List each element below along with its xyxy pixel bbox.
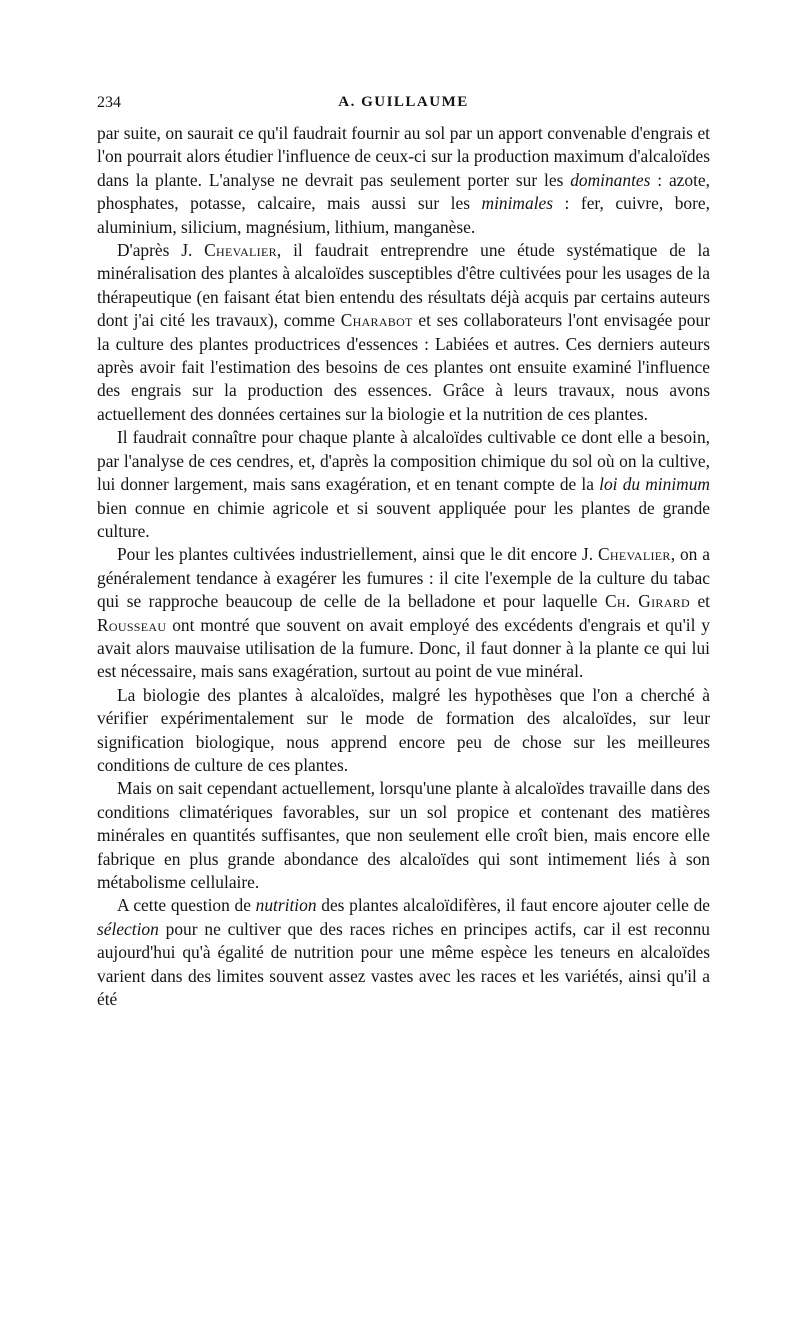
author-name: Charabot: [340, 310, 413, 331]
text-run: ont montré que souvent on avait employé des excédents d'engrais et qu'il y avait alors mauvaise utilisation de la fumure. Donc, il faut donner à la plante ce qui lui est nécessaire, mais sans exagération, surtout au point de vue minéral.: [97, 614, 710, 682]
italic-term: sélection: [97, 918, 159, 939]
text-run: D'après J.: [117, 240, 205, 261]
paragraph: [97, 684, 710, 778]
body-text: [97, 122, 710, 1011]
text-run: bien connue en chimie agricole et si souvent appliquée pour les plantes de grande culture.: [97, 497, 710, 541]
text-run: et: [689, 591, 710, 612]
text-run: A cette question de: [117, 895, 256, 916]
text-run: , il faudrait entreprendre une étude systématique de la minéralisation des plantes à alcaloïdes susceptibles d'être cultivées pour les usages de la thérapeutique (en faisant état bien entendu des résultats déjà acquis par certains auteurs dont j'ai cité les travaux), comme: [97, 240, 710, 331]
text-run: Mais on sait cependant actuellement, lorsqu'une plante à alcaloïdes travaille dans des conditions climatériques favorables, sur un sol propice et contenant des matières minérales en quantités suffisantes, que non seulement elle croît bien, mais encore elle fabrique en plus grande abondance des alcaloïdes qui sont intimement liés à son métabolisme cellulaire.: [97, 778, 710, 892]
text-run: Pour les plantes cultivées industriellement, ainsi que le dit encore J.: [117, 544, 598, 565]
text-run: : fer, cuivre, bore, aluminium, silicium, magnésium, lithium, manganèse.: [97, 193, 710, 237]
text-run: , on a généralement tendance à exagérer les fumures : il cite l'exemple de la culture du tabac qui se rapproche beaucoup de celle de la belladone et pour laquelle: [97, 544, 711, 612]
italic-term: minimales: [481, 193, 554, 214]
text-run: des plantes alcaloïdifères, il faut encore ajouter celle de: [316, 895, 710, 916]
italic-term: dominantes: [570, 169, 651, 190]
paragraph: [97, 543, 710, 683]
running-title: A. GUILLAUME: [338, 94, 469, 110]
text-run: par suite, on saurait ce qu'il faudrait fournir au sol par un apport convenable d'engrais et l'on pourrait alors étudier l'influence de ceux-ci sur la production maximum d'alcaloïdes dans la plante. L'analyse ne devrait pas seulement porter sur les: [97, 123, 710, 190]
italic-term: loi du minimum: [599, 474, 710, 495]
paragraph: [97, 122, 710, 239]
running-head: [97, 94, 710, 116]
paragraph: [97, 894, 710, 1011]
paragraph: [97, 777, 710, 894]
paragraph: [97, 239, 710, 426]
paragraph: [97, 426, 710, 543]
text-run: : azote, phosphates, potasse, calcaire, mais aussi sur les: [97, 169, 710, 214]
author-name: Chevalier: [204, 240, 277, 261]
author-name: Rousseau: [97, 614, 167, 635]
text-run: Il faudrait connaître pour chaque plante à alcaloïdes cultivable ce dont elle a besoin, par l'analyse de ces cendres, et, d'après la composition chimique du sol où on la cultive, lui donner largement, mais sans exagération, et en tenant compte de la: [97, 427, 710, 495]
page-number: 234: [97, 94, 121, 111]
author-name: Ch. Girard: [604, 591, 690, 612]
author-name: Chevalier: [597, 544, 671, 565]
text-run: pour ne cultiver que des races riches en principes actifs, car il est reconnu aujourd'hui qu'à égalité de nutrition pour une même espèce les teneurs en alcaloïdes varient dans des limites souvent assez vastes avec les races et les variétés, ainsi qu'il a été: [97, 918, 710, 1010]
text-run: La biologie des plantes à alcaloïdes, malgré les hypothèses que l'on a cherché à vérifier expérimentalement sur le mode de formation des alcaloïdes, sur leur signification biologique, nous apprend encore peu de chose sur les meilleures conditions de culture de ces plantes.: [97, 684, 710, 775]
text-run: et ses collaborateurs l'ont envisagée pour la culture des plantes productrices d'essences : Labiées et autres. Ces derniers auteurs après avoir fait l'estimation des besoins de ces plantes ont ensuite examiné l'influence des engrais sur la production des essences. Grâce à leurs travaux, nous avons actuellement des données certaines sur la biologie et la nutrition de ces plantes.: [97, 310, 710, 424]
italic-term: nutrition: [255, 895, 317, 916]
